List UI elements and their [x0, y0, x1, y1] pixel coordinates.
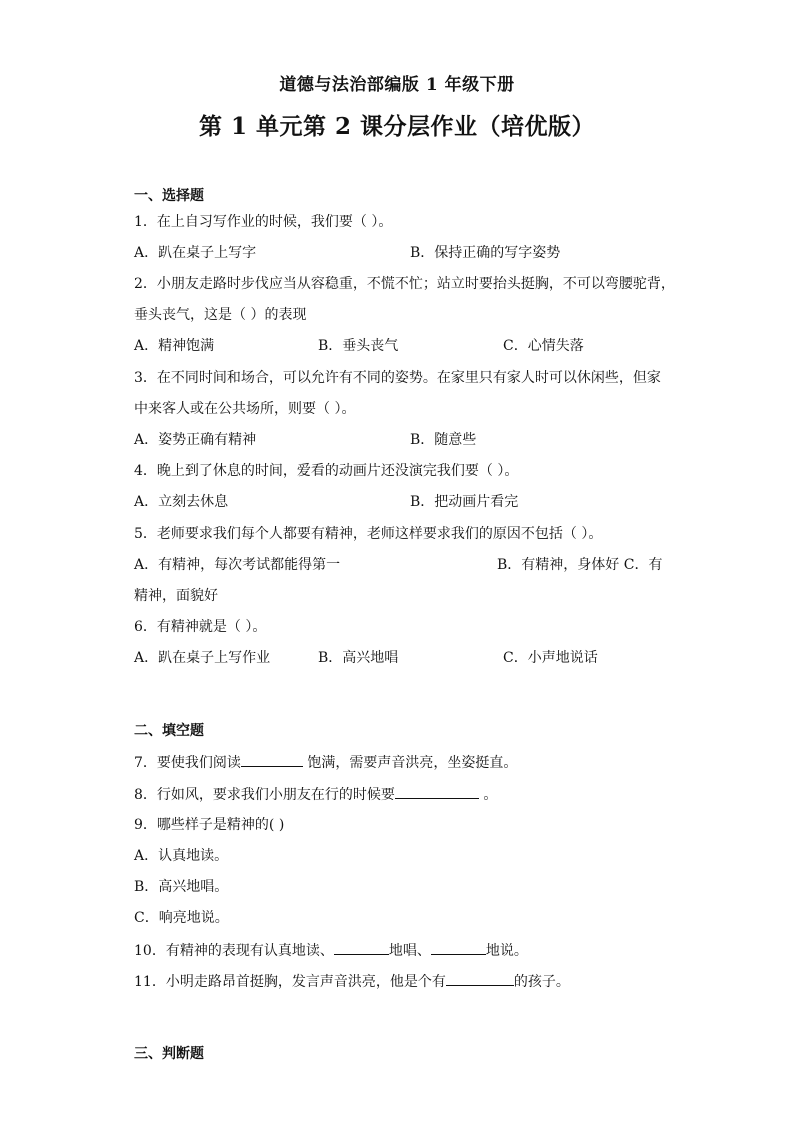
question-1-option-a: A．趴在桌子上写字 [134, 245, 257, 261]
question-3-option-a: A．姿势正确有精神 [134, 432, 257, 448]
question-5-option-bc: B．有精神，身体好 C．有 [497, 557, 663, 573]
question-11 [134, 971, 570, 992]
question-10-blank-2[interactable] [431, 940, 486, 955]
question-5-stem: 5．老师要求我们每个人都要有精神，老师这样要求我们的原因不包括（ ）。 [134, 526, 603, 542]
question-9-stem: 9．哪些样子是精神的( ) [134, 817, 285, 833]
question-10 [134, 940, 528, 961]
question-11-blank[interactable] [446, 971, 514, 986]
question-2-option-b: B．垂头丧气 [318, 338, 399, 354]
question-10-blank-1[interactable] [334, 940, 389, 955]
question-2-stem-line1: 2．小朋友走路时步伐应当从容稳重，不慌不忙；站立时要抬头挺胸，不可以弯腰驼背， [134, 276, 675, 292]
question-6-option-c: C．小声地说话 [503, 650, 598, 666]
question-4-option-b: B．把动画片看完 [410, 494, 519, 510]
question-7-text-after: 饱满，需要声音洪亮，坐姿挺直。 [302, 755, 518, 771]
section-title-fill: 二、填空题 [134, 723, 204, 739]
question-1-stem: 1．在上自习写作业的时候，我们要（ ）。 [134, 214, 393, 230]
question-9-option-a: A．认真地读。 [134, 848, 229, 864]
question-11-text-after: 的孩子。 [513, 974, 570, 990]
question-7-text-before: 7．要使我们阅读 [134, 755, 241, 771]
question-2-option-a: A．精神饱满 [134, 338, 215, 354]
section-title-choice: 一、选择题 [134, 188, 204, 204]
question-3-stem-line2: 中来客人或在公共场所，则要（ ）。 [134, 401, 356, 417]
question-5-option-c-continued: 精神，面貌好 [134, 588, 218, 604]
question-7-blank[interactable] [241, 752, 303, 767]
question-4-stem: 4．晚上到了休息的时间，爱看的动画片还没演完我们要（ ）。 [134, 463, 519, 479]
question-3-stem-line1: 3．在不同时间和场合，可以允许有不同的姿势。在家里只有家人时可以休闲些，但家 [134, 370, 661, 386]
question-8-blank[interactable] [395, 784, 479, 799]
question-8 [134, 784, 497, 805]
question-9-option-b: B．高兴地唱。 [134, 879, 229, 895]
question-10-text-after: 地说。 [485, 943, 528, 959]
question-8-text-before: 8．行如风，要求我们小朋友在行的时候要 [134, 787, 395, 803]
question-9-option-c: C．响亮地说。 [134, 910, 229, 926]
question-8-text-after: 。 [478, 787, 498, 803]
question-2-stem-line2: 垂头丧气，这是（ ）的表现 [134, 307, 307, 323]
question-3-option-b: B．随意些 [410, 432, 477, 448]
document-title: 道德与法治部编版 1 年级下册 [279, 75, 515, 95]
question-4-option-a: A．立刻去休息 [134, 494, 229, 510]
question-6-option-b: B．高兴地唱 [318, 650, 399, 666]
document-subtitle: 第 1 单元第 2 课分层作业（培优版） [198, 113, 596, 140]
question-11-text-before: 11．小明走路昂首挺胸，发言声音洪亮，他是个有 [134, 974, 446, 990]
question-6-option-a: A．趴在桌子上写作业 [134, 650, 271, 666]
question-10-text-before: 10．有精神的表现有认真地读、 [134, 943, 334, 959]
question-2-option-c: C．心情失落 [503, 338, 584, 354]
question-6-stem: 6．有精神就是（ ）。 [134, 619, 267, 635]
question-7 [134, 752, 517, 773]
section-title-judge: 三、判断题 [134, 1046, 204, 1062]
question-5-option-a: A．有精神，每次考试都能得第一 [134, 557, 341, 573]
question-1-option-b: B．保持正确的写字姿势 [410, 245, 561, 261]
question-10-text-middle: 地唱、 [388, 943, 431, 959]
